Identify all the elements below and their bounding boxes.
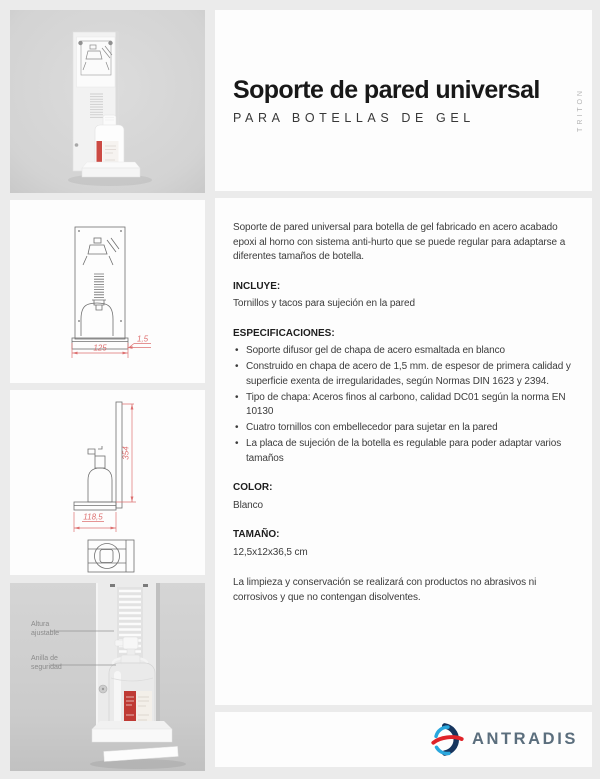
antradis-logo-icon xyxy=(431,723,464,756)
front-outline xyxy=(72,227,128,349)
height-dimension-label: 354 xyxy=(121,446,131,460)
spec-item: • Cuatro tornillos con embellecedor para sujetar en la pared xyxy=(233,421,572,436)
includes-heading: INCLUYE: xyxy=(233,280,281,292)
footer-panel xyxy=(215,712,592,767)
product-photo-mounted xyxy=(10,10,205,193)
spec-item: • Tipo de chapa: Aceros finos al carbono, calidad DC01 según la norma EN 10130 xyxy=(233,391,572,420)
page-title: Soporte de pared universal xyxy=(233,76,540,104)
screw-icon xyxy=(78,41,82,45)
front-view-drawing-svg xyxy=(10,200,205,383)
side-view-drawing xyxy=(10,390,205,575)
title-panel xyxy=(215,10,592,191)
color-value: Blanco xyxy=(233,499,263,511)
side-outline xyxy=(74,402,134,572)
depth-dimension-label: 118,5 xyxy=(83,512,103,522)
screw-icon xyxy=(75,143,79,147)
care-text: La limpieza y conservación se realizará con productos no abrasivos ni corrosivos y que no contengan disolventes. xyxy=(233,577,537,603)
screw-center xyxy=(102,688,104,690)
annotation-ring-label: Anilla de seguridad xyxy=(31,655,62,671)
spec-item: • Construido en chapa de acero de 1,5 mm. de espesor de primera calidad y superficie exenta de irregularidades, según Normas DIN 1623 y 2394. xyxy=(233,360,572,389)
product-photo-illustration xyxy=(10,10,205,193)
product-description-panel xyxy=(215,198,592,705)
color-heading: COLOR: xyxy=(233,482,273,493)
page-subtitle: PARA BOTELLAS DE GEL xyxy=(233,111,475,125)
width-dimension-label: 125 xyxy=(93,343,107,353)
specs-heading: ESPECIFICACIONES: xyxy=(233,327,335,339)
side-view-drawing-svg xyxy=(10,390,205,575)
brand-vertical-label: TRITON xyxy=(577,88,584,132)
thickness-dimension-label: 1,5 xyxy=(136,334,149,344)
annotation-height-label: Altura ajustable xyxy=(31,621,60,637)
size-heading: TAMAÑO: xyxy=(233,529,280,540)
shelf xyxy=(82,162,140,177)
spec-item: • La placa de sujeción de la botella es regulable para poder adaptar varios tamaños xyxy=(233,437,572,466)
screw-icon xyxy=(108,41,112,45)
description-text: Soporte de pared universal para botella de gel fabricado en acero acabado epoxi al horno con sistema anti-hurto que se puede regular para adaptarse a diferentes tamaños de botella. xyxy=(233,222,566,262)
spec-item: • Soporte difusor gel de chapa de acero esmaltada en blanco xyxy=(233,344,572,359)
dimension-arrows xyxy=(74,404,133,529)
annotated-photo-illustration xyxy=(10,583,205,771)
size-value: 12,5x12x36,5 cm xyxy=(233,546,308,558)
includes-text: Tornillos y tacos para sujeción en la pared xyxy=(233,298,415,309)
annotated-product-photo xyxy=(10,583,205,771)
specs-list xyxy=(233,344,572,466)
antradis-logo xyxy=(431,723,578,756)
antradis-logo-text: ANTRADIS xyxy=(471,730,578,748)
front-view-drawing xyxy=(10,200,205,383)
dimension-lines xyxy=(72,343,151,358)
